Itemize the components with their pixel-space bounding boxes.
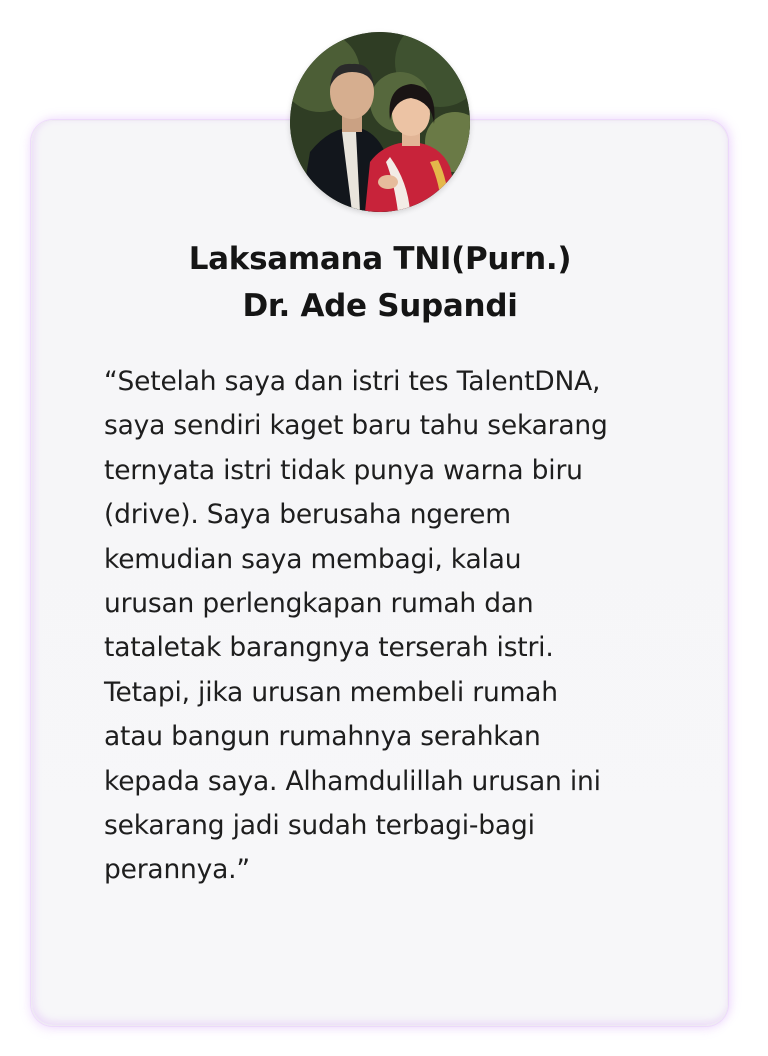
quote-line: tataletak barangnya terserah istri. <box>104 632 554 664</box>
quote-line: atau bangun rumahnya serahkan <box>104 721 541 753</box>
quote-line: “Setelah saya dan istri tes TalentDNA, <box>104 366 601 397</box>
avatar <box>290 32 470 212</box>
quote-line: Tetapi, jika urusan membeli rumah <box>104 676 558 708</box>
quote-line: sekarang jadi sudah terbagi-bagi <box>104 810 535 842</box>
quote-line: saya sendiri kaget baru tahu sekarang <box>104 410 608 442</box>
quote-line: kepada saya. Alhamdulillah urusan ini <box>104 765 601 797</box>
name-line-full: Dr. Ade Supandi <box>242 288 518 324</box>
name-line-title: Laksamana TNI(Purn.) <box>188 241 572 277</box>
avatar-photo <box>290 32 470 212</box>
quote-line: kemudian saya membagi, kalau <box>104 543 522 575</box>
quote-line: perannya.” <box>104 854 250 886</box>
quote-line: ternyata istri tidak punya warna biru <box>104 454 583 486</box>
quote-line: urusan perlengkapan rumah dan <box>104 588 534 620</box>
quote-line: (drive). Saya berusaha ngerem <box>104 499 511 531</box>
person-name <box>60 236 700 330</box>
testimonial-quote <box>104 360 704 893</box>
